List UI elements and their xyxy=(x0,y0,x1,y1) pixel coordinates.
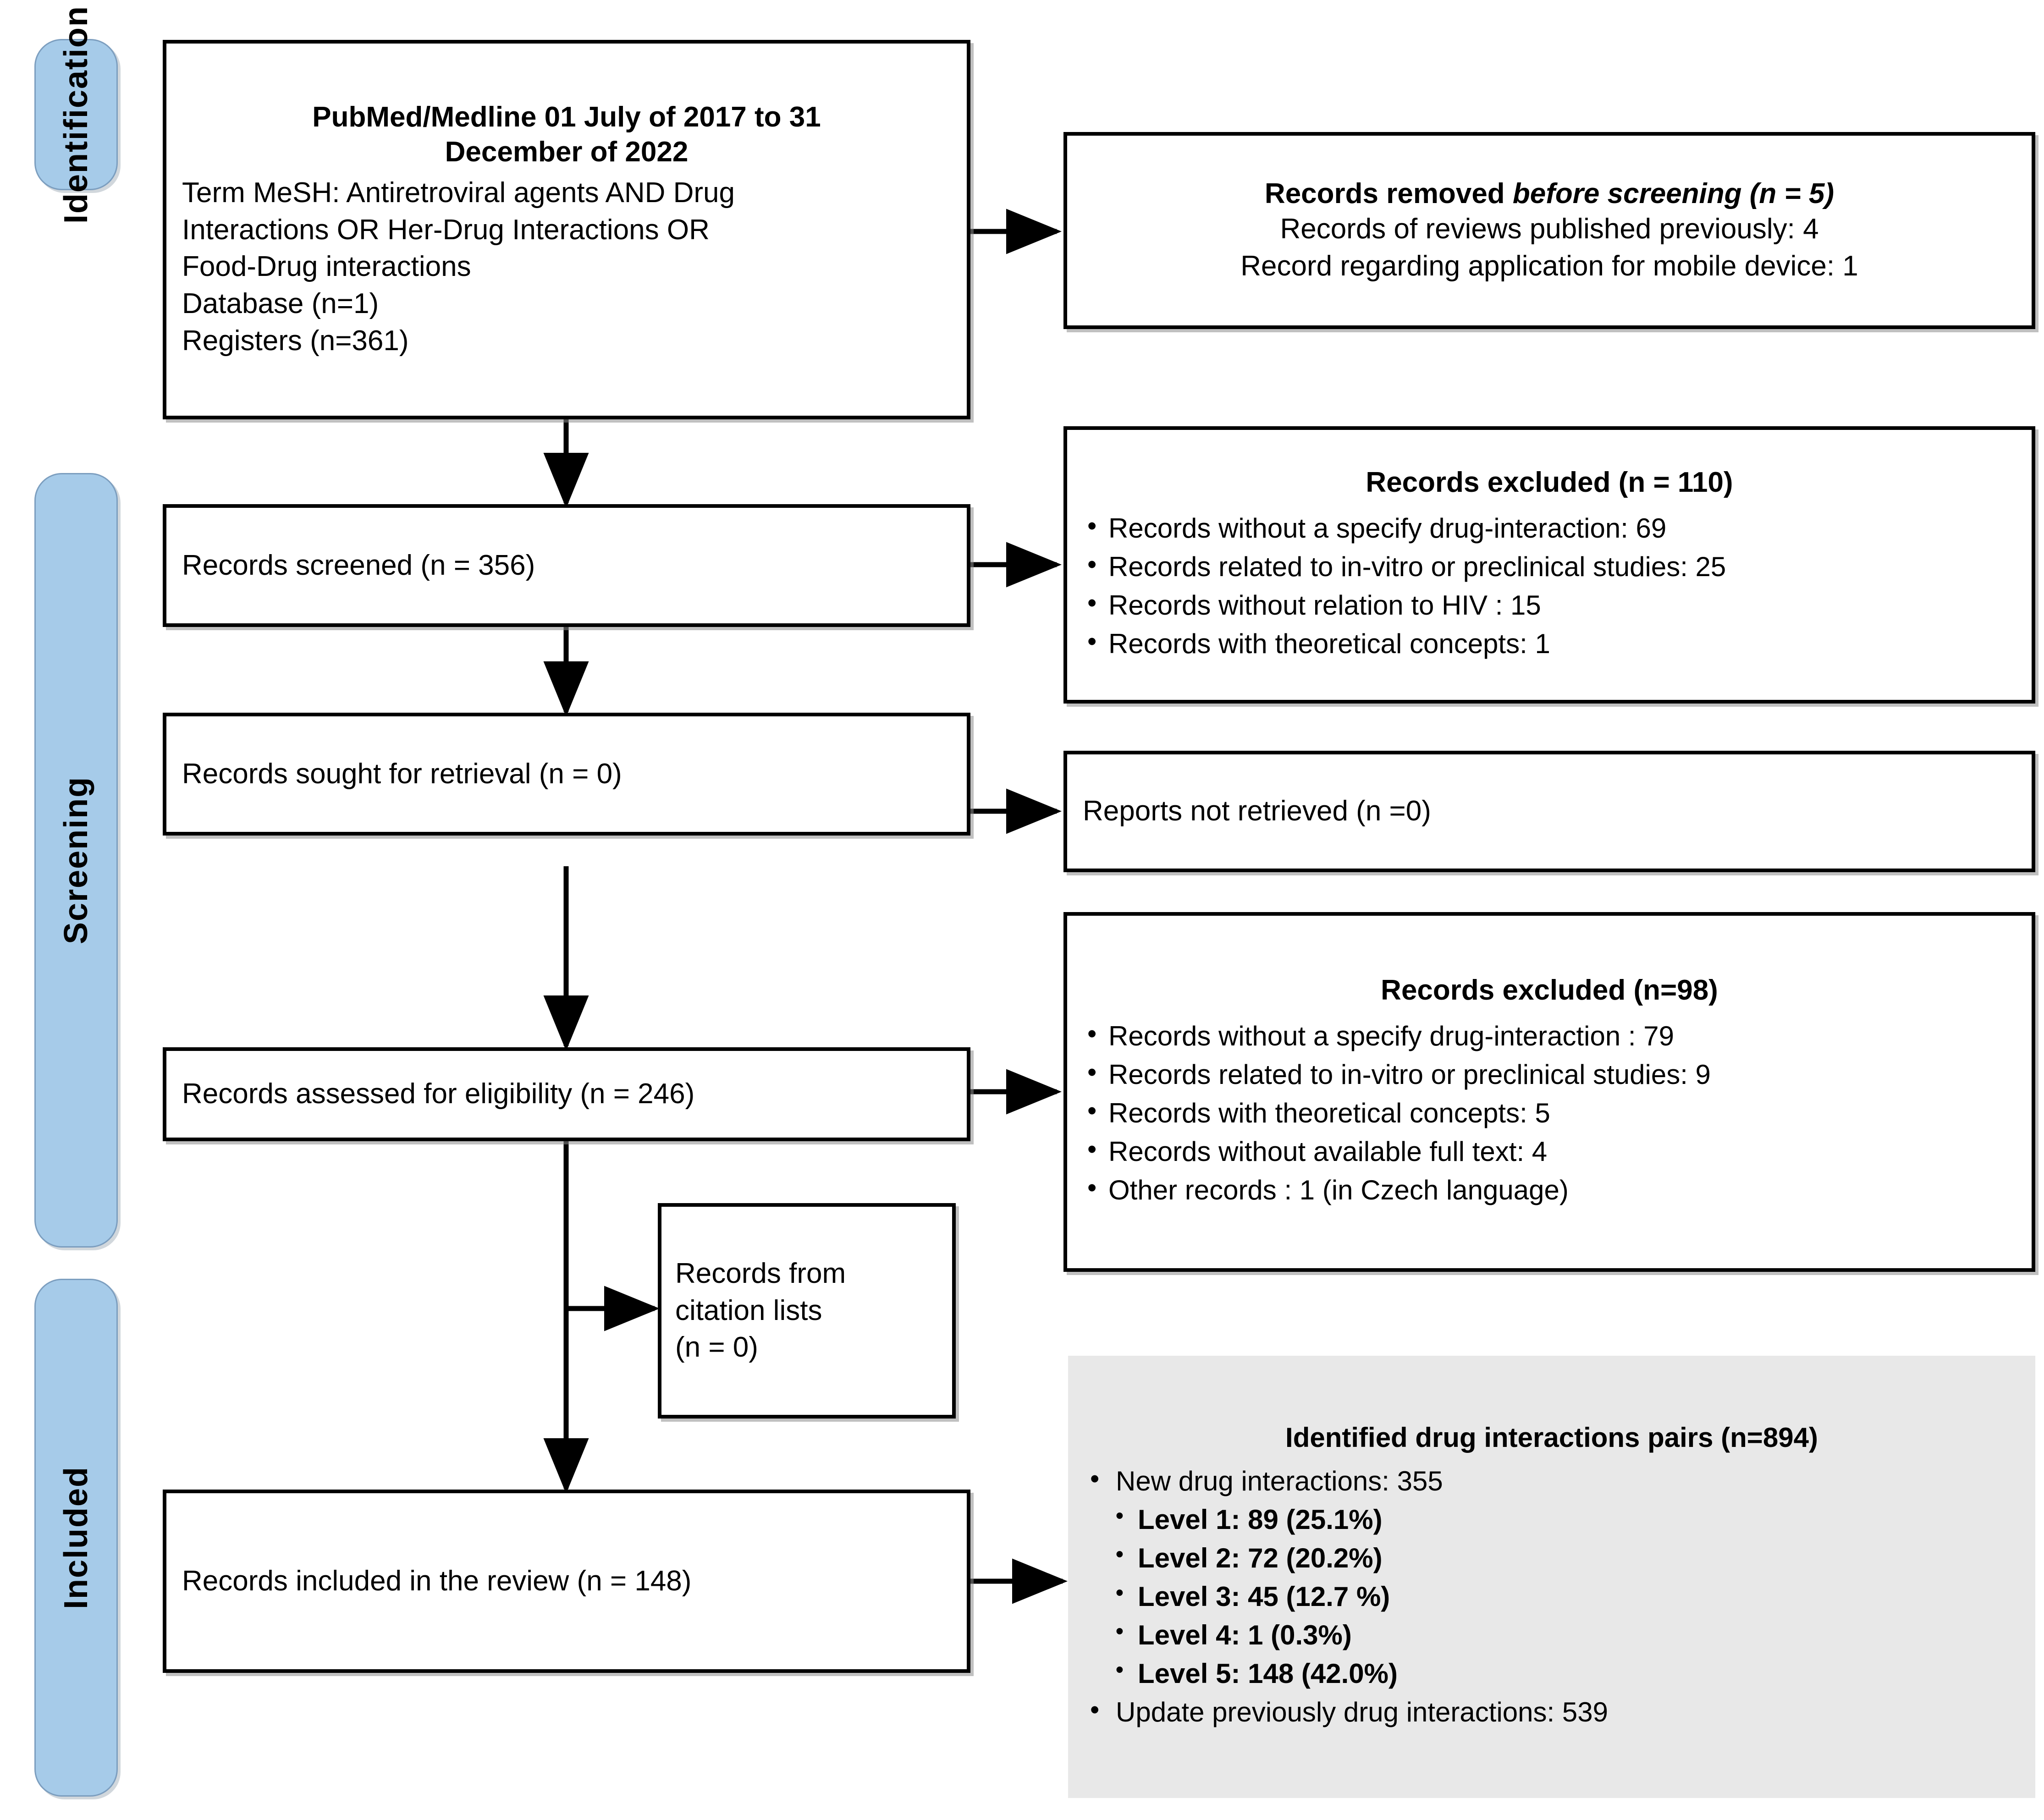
list-item: • Level 2: 72 (20.2%) xyxy=(1084,1540,2020,1576)
phase-label-identification: Identification xyxy=(58,5,94,224)
records-assessed-text: Records assessed for eligibility (n = 246) xyxy=(182,1078,695,1110)
list-item: • Records with theoretical concepts: 5 xyxy=(1083,1095,2016,1131)
list-item: • Level 1: 89 (25.1%) xyxy=(1084,1502,2020,1538)
records-included-text: Records included in the review (n = 148) xyxy=(182,1565,692,1597)
excluded-110-title: Records excluded (n = 110) xyxy=(1366,466,1733,498)
list-item: • Level 5: 148 (42.0%) xyxy=(1084,1656,2020,1692)
removed-title-italic: before screening (n = 5) xyxy=(1512,177,1835,209)
list-item: • Level 4: 1 (0.3%) xyxy=(1084,1617,2020,1653)
excluded-110-list xyxy=(1083,508,2016,665)
results-panel-title: Identified drug interactions pairs (n=894) xyxy=(1285,1422,1818,1453)
box-records-screened xyxy=(163,504,970,627)
phase-bar-included xyxy=(34,1279,118,1797)
list-item: • New drug interactions: 355 xyxy=(1084,1463,2020,1499)
box-records-removed xyxy=(1063,132,2035,329)
phase-label-screening: Screening xyxy=(58,776,94,945)
panel-identified-interactions xyxy=(1068,1356,2035,1798)
excluded-98-title: Records excluded (n=98) xyxy=(1381,974,1718,1006)
excluded-98-list xyxy=(1083,1016,2016,1211)
list-item: • Records without available full text: 4 xyxy=(1083,1134,2016,1170)
source-line-3: Food-Drug interactions xyxy=(182,251,471,283)
list-item: • Records without a specify drug-interaction : 79 xyxy=(1083,1018,2016,1054)
list-item: • Records related to in-vitro or preclinical studies: 25 xyxy=(1083,549,2016,585)
reports-not-retrieved-text: Reports not retrieved (n =0) xyxy=(1083,795,1431,827)
box-records-assessed xyxy=(163,1047,970,1141)
phase-bar-identification xyxy=(34,5,118,224)
source-title-line2: December of 2022 xyxy=(445,136,689,168)
list-item: • Records without a specify drug-interaction: 69 xyxy=(1083,511,2016,546)
box-records-included xyxy=(163,1490,970,1673)
citation-line-2: citation lists xyxy=(675,1294,822,1326)
removed-title xyxy=(1083,176,2016,211)
list-item: • Records with theoretical concepts: 1 xyxy=(1083,626,2016,662)
list-item: • Other records : 1 (in Czech language) xyxy=(1083,1172,2016,1208)
list-item: • Records related to in-vitro or preclinical studies: 9 xyxy=(1083,1057,2016,1093)
source-title-line1: PubMed/Medline 01 July of 2017 to 31 xyxy=(312,101,821,133)
source-line-1: Term MeSH: Antiretroviral agents AND Drug xyxy=(182,177,735,209)
box-reports-not-retrieved xyxy=(1063,751,2035,872)
box-records-from-citation-lists xyxy=(658,1203,956,1419)
box-source-records xyxy=(163,40,970,419)
list-item: • Records without relation to HIV : 15 xyxy=(1083,588,2016,623)
source-line-2: Interactions OR Her-Drug Interactions OR xyxy=(182,214,710,246)
list-item: • Update previously drug interactions: 539 xyxy=(1084,1694,2020,1730)
removed-title-normal: Records removed xyxy=(1264,177,1513,209)
removed-line-1: Records of reviews published previously: 4 xyxy=(1280,213,1819,245)
box-records-sought xyxy=(163,713,970,836)
records-sought-text: Records sought for retrieval (n = 0) xyxy=(182,758,622,790)
source-line-4: Database (n=1) xyxy=(182,287,379,319)
phase-bar-screening xyxy=(34,473,118,1248)
citation-line-3: (n = 0) xyxy=(675,1331,758,1364)
results-panel-list xyxy=(1084,1461,2020,1733)
source-line-5: Registers (n=361) xyxy=(182,324,409,357)
list-item: • Level 3: 45 (12.7 %) xyxy=(1084,1579,2020,1615)
phase-label-included: Included xyxy=(58,1466,94,1610)
records-screened-text: Records screened (n = 356) xyxy=(182,549,535,581)
citation-line-1: Records from xyxy=(675,1258,846,1290)
box-records-excluded-98 xyxy=(1063,912,2035,1272)
box-records-excluded-110 xyxy=(1063,426,2035,704)
removed-line-2: Record regarding application for mobile device: 1 xyxy=(1240,250,1858,282)
